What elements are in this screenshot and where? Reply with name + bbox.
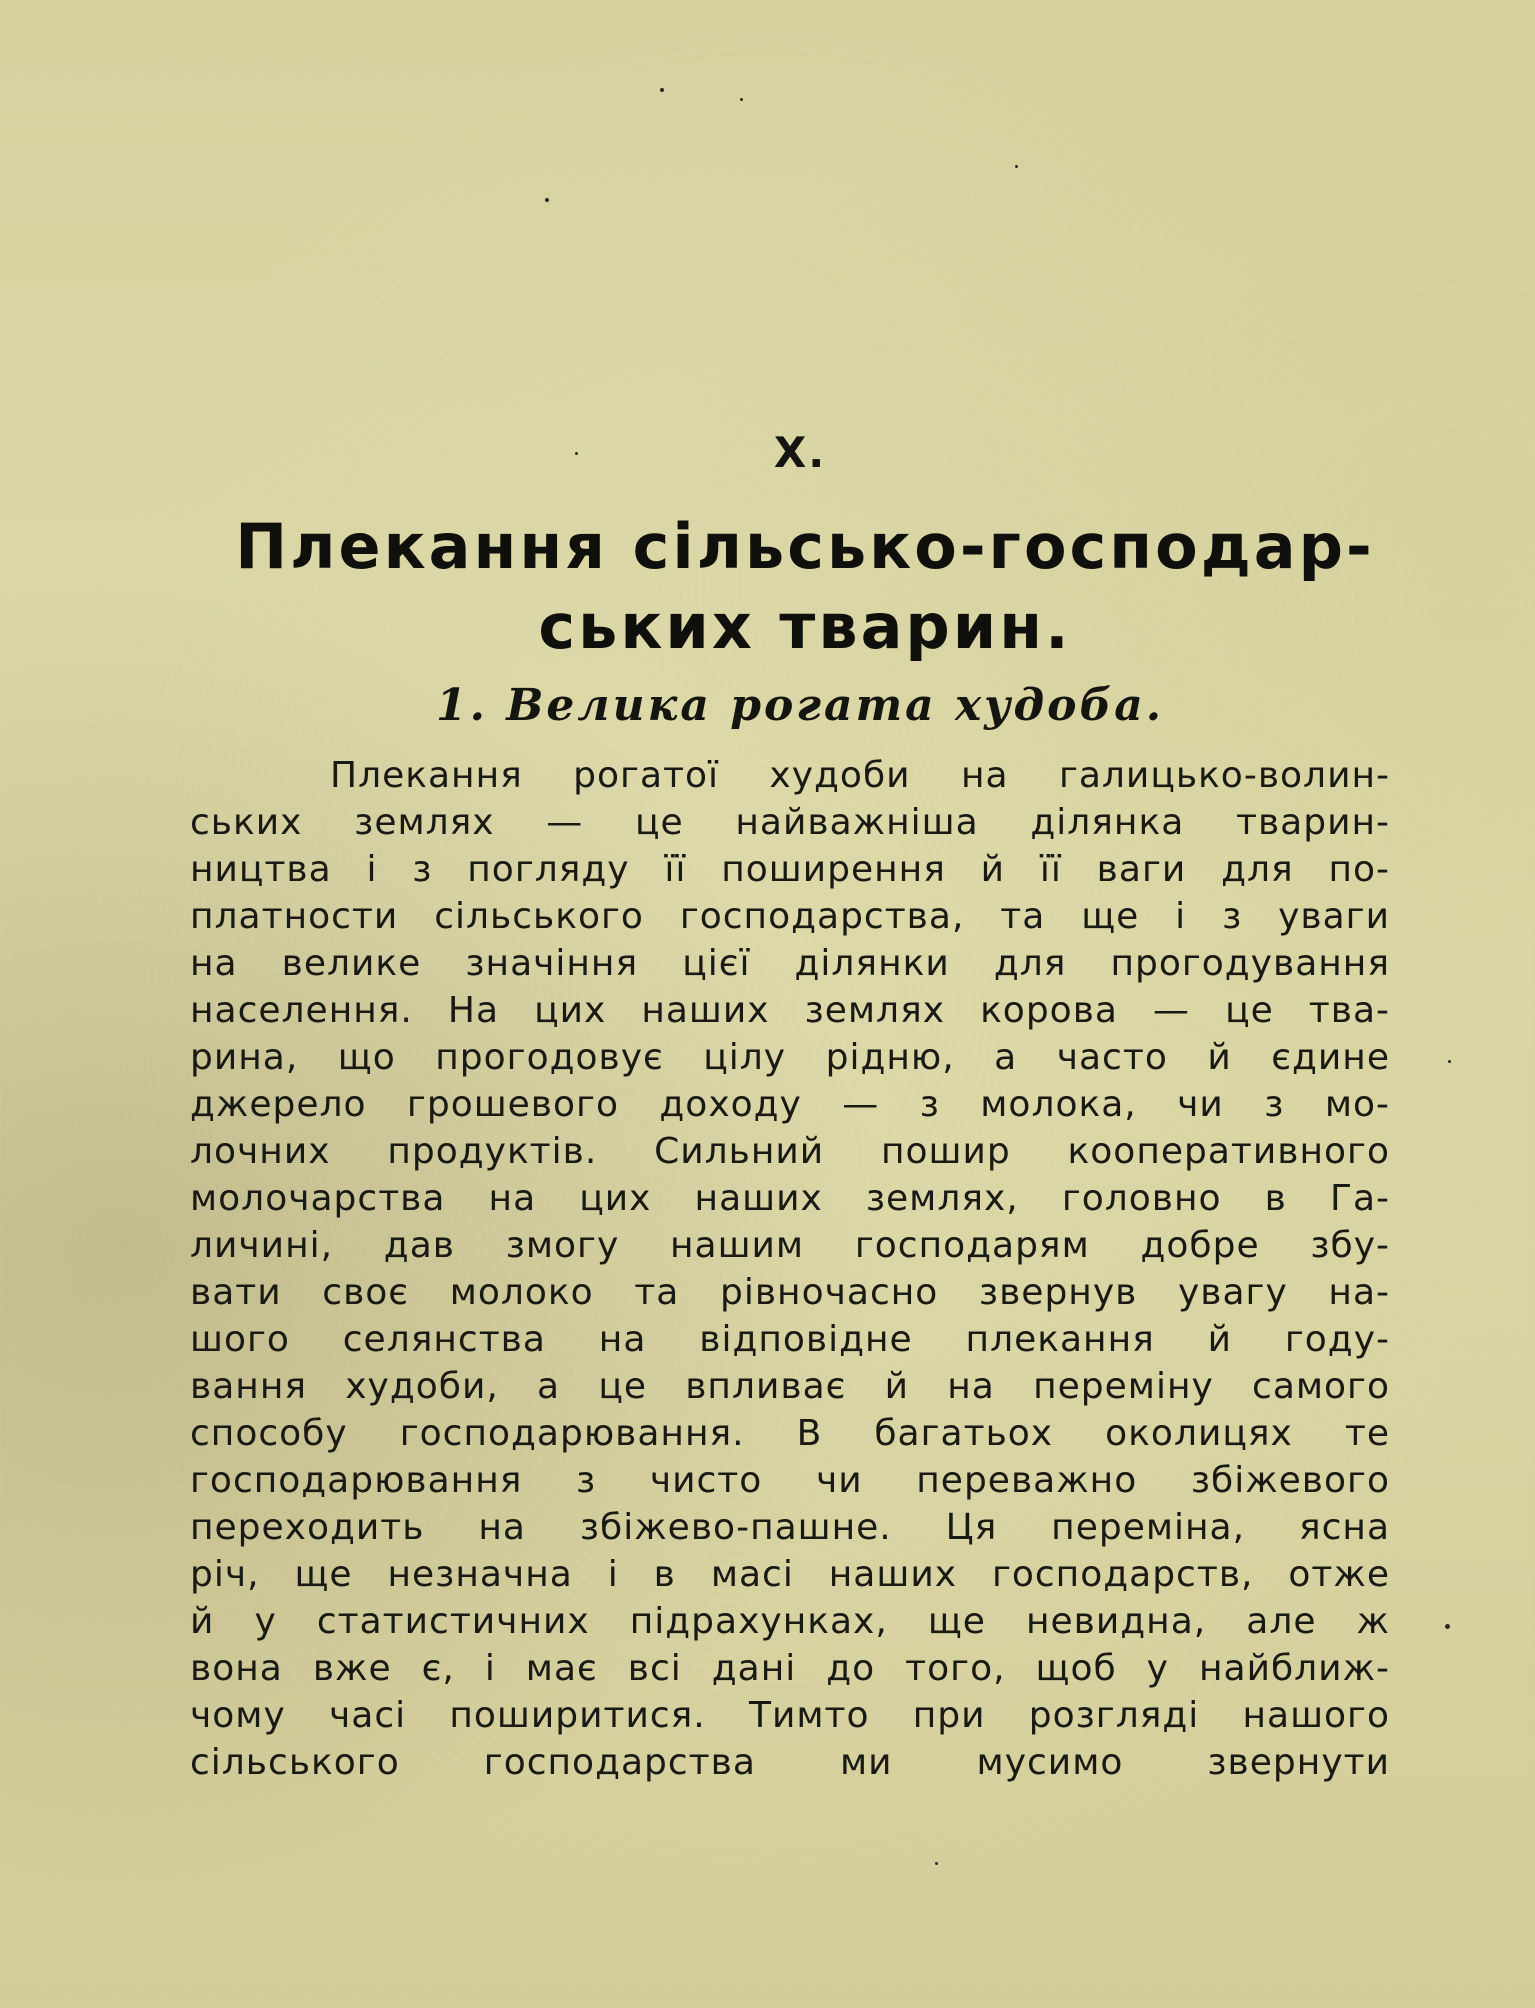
text-line: ництва і з погляду її поширення й її ваги для по- [190, 849, 1390, 890]
paper-speck [1015, 165, 1018, 168]
chapter-number: X. [773, 428, 827, 477]
paper-speck [660, 88, 664, 92]
text-line: річ, ще незначна і в масі наших господарств, отже [190, 1554, 1390, 1595]
text-line: личині, дав змогу нашим господарям добре збу- [190, 1225, 1390, 1266]
text-line: шого селянства на відповідне плекання й году- [190, 1319, 1390, 1360]
text-line: джерело грошевого доходу — з молока, чи з мо- [190, 1084, 1390, 1125]
text-line: сільського господарства ми мусимо звернути [190, 1742, 1390, 1783]
chapter-title-line-1: Плекання сільсько-господар- [235, 510, 1375, 583]
text-line: переходить на збіжево-пашне. Ця переміна, ясна [190, 1507, 1390, 1548]
text-line: чому часі поширитися. Тимто при розгляді нашого [190, 1695, 1390, 1736]
text-line: населення. На цих наших землях корова — це тва- [190, 990, 1390, 1031]
body-paragraph [190, 752, 1390, 1786]
paper-speck [1445, 1624, 1450, 1629]
paper-speck [935, 1862, 938, 1865]
paper-speck [740, 98, 743, 101]
paper-speck [545, 198, 549, 202]
text-line: ських землях — це найважніша ділянка тварин- [190, 802, 1390, 843]
paper-speck [1448, 1060, 1451, 1063]
text-line: молочарства на цих наших землях, головно в Га- [190, 1178, 1390, 1219]
text-line: лочних продуктів. Сильний пошир кооперативного [190, 1131, 1390, 1172]
section-title: 1. Велика рогата худоба. [435, 680, 1165, 731]
text-line: вання худоби, а це впливає й на переміну самого [190, 1366, 1390, 1407]
text-line: платности сільського господарства, та ще і з уваги [190, 896, 1390, 937]
text-line: вона вже є, і має всі дані до того, щоб у найближ- [190, 1648, 1390, 1689]
text-line: й у статистичних підрахунках, ще невидна, але ж [190, 1601, 1390, 1642]
chapter-title-line-2: ських тварин. [538, 590, 1072, 663]
text-line: господарювання з чисто чи переважно збіжевого [190, 1460, 1390, 1501]
text-line: рина, що прогодовує цілу рідню, а часто й єдине [190, 1037, 1390, 1078]
text-line: на велике значіння цієї ділянки для прогодування [190, 943, 1390, 984]
text-line: способу господарювання. В багатьох околицях те [190, 1413, 1390, 1454]
text-line: вати своє молоко та рівночасно звернув увагу на- [190, 1272, 1390, 1313]
text-line: Плекання рогатої худоби на галицько-волин- [330, 755, 1390, 796]
